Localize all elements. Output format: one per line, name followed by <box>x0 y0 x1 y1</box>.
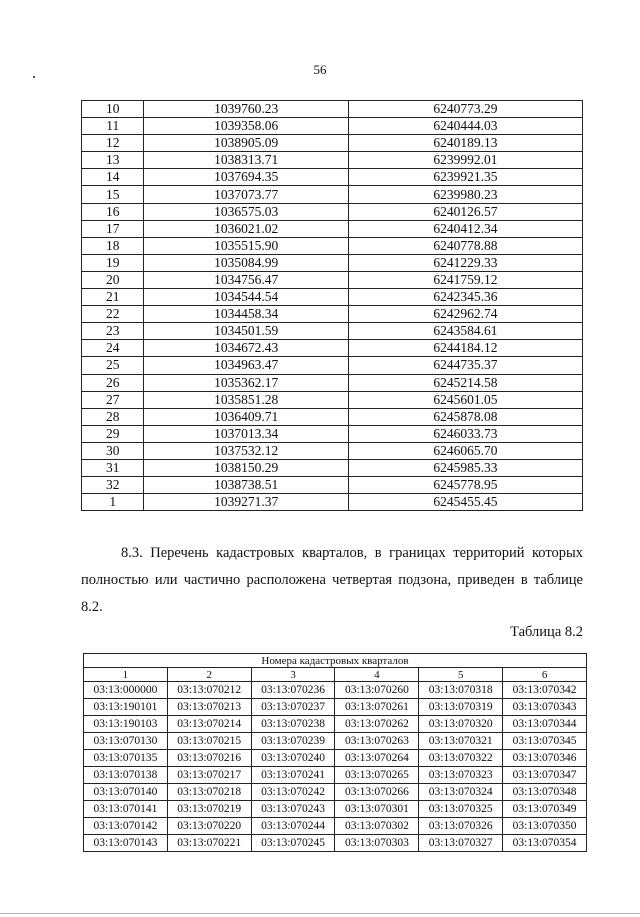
y-coordinate-cell: 6245878.08 <box>348 408 582 425</box>
y-coordinate-cell: 6245214.58 <box>348 374 582 391</box>
cadastral-quarter-cell: 03:13:070346 <box>503 750 587 767</box>
coordinate-row <box>82 186 583 203</box>
cadastral-quarter-cell: 03:13:070342 <box>503 682 587 699</box>
y-coordinate-cell: 6244184.12 <box>348 340 582 357</box>
x-coordinate-cell: 1034963.47 <box>144 357 348 374</box>
cadastral-table-body <box>84 682 587 852</box>
coordinate-row <box>82 391 583 408</box>
y-coordinate-cell: 6246033.73 <box>348 425 582 442</box>
cadastral-quarter-cell: 03:13:070301 <box>335 801 419 818</box>
y-coordinate-cell: 6245455.45 <box>348 494 582 511</box>
coordinate-row <box>82 340 583 357</box>
y-coordinate-cell: 6242962.74 <box>348 306 582 323</box>
table-caption: Таблица 8.2 <box>510 624 583 640</box>
point-number-cell: 10 <box>82 101 144 118</box>
point-number-cell: 14 <box>82 169 144 186</box>
cadastral-quarter-cell: 03:13:190101 <box>84 699 168 716</box>
coordinate-row <box>82 374 583 391</box>
cadastral-quarter-cell: 03:13:190103 <box>84 716 168 733</box>
cadastral-quarter-cell: 03:13:070302 <box>335 818 419 835</box>
y-coordinate-cell: 6241759.12 <box>348 271 582 288</box>
point-number-cell: 21 <box>82 289 144 306</box>
coordinate-row <box>82 323 583 340</box>
cadastral-quarter-cell: 03:13:070264 <box>335 750 419 767</box>
x-coordinate-cell: 1036575.03 <box>144 203 348 220</box>
x-coordinate-cell: 1038313.71 <box>144 152 348 169</box>
cadastral-title-row <box>84 654 587 668</box>
cadastral-quarter-cell: 03:13:070347 <box>503 767 587 784</box>
y-coordinate-cell: 6245778.95 <box>348 477 582 494</box>
cadastral-quarter-cell: 03:13:070220 <box>167 818 251 835</box>
cadastral-quarter-cell: 03:13:070318 <box>419 682 503 699</box>
coordinate-row <box>82 306 583 323</box>
point-number-cell: 18 <box>82 237 144 254</box>
x-coordinate-cell: 1037013.34 <box>144 425 348 442</box>
y-coordinate-cell: 6241229.33 <box>348 254 582 271</box>
cadastral-quarter-cell: 03:13:070217 <box>167 767 251 784</box>
cadastral-quarter-cell: 03:13:070130 <box>84 733 168 750</box>
point-number-cell: 29 <box>82 425 144 442</box>
y-coordinate-cell: 6245985.33 <box>348 459 582 476</box>
cadastral-quarter-cell: 03:13:070261 <box>335 699 419 716</box>
x-coordinate-cell: 1038905.09 <box>144 135 348 152</box>
coordinate-row <box>82 203 583 220</box>
x-coordinate-cell: 1038150.29 <box>144 459 348 476</box>
cadastral-quarter-cell: 03:13:070321 <box>419 733 503 750</box>
cadastral-row <box>84 682 587 699</box>
coordinate-row <box>82 118 583 135</box>
coordinate-row <box>82 459 583 476</box>
cadastral-quarter-cell: 03:13:070324 <box>419 784 503 801</box>
y-coordinate-cell: 6240778.88 <box>348 237 582 254</box>
cadastral-quarters-table <box>83 653 587 852</box>
x-coordinate-cell: 1039358.06 <box>144 118 348 135</box>
point-number-cell: 26 <box>82 374 144 391</box>
cadastral-row <box>84 818 587 835</box>
scan-speck <box>33 76 35 78</box>
cadastral-column-header: 6 <box>503 668 587 682</box>
coordinate-row <box>82 357 583 374</box>
cadastral-quarter-cell: 03:13:070212 <box>167 682 251 699</box>
cadastral-quarter-cell: 03:13:070319 <box>419 699 503 716</box>
x-coordinate-cell: 1034756.47 <box>144 271 348 288</box>
y-coordinate-cell: 6240773.29 <box>348 101 582 118</box>
cadastral-quarter-cell: 03:13:070239 <box>251 733 335 750</box>
x-coordinate-cell: 1036021.02 <box>144 220 348 237</box>
cadastral-row <box>84 767 587 784</box>
cadastral-quarter-cell: 03:13:070218 <box>167 784 251 801</box>
point-number-cell: 22 <box>82 306 144 323</box>
cadastral-quarter-cell: 03:13:070219 <box>167 801 251 818</box>
x-coordinate-cell: 1039271.37 <box>144 494 348 511</box>
cadastral-column-header: 2 <box>167 668 251 682</box>
y-coordinate-cell: 6242345.36 <box>348 289 582 306</box>
point-number-cell: 27 <box>82 391 144 408</box>
cadastral-quarter-cell: 03:13:070266 <box>335 784 419 801</box>
x-coordinate-cell: 1035084.99 <box>144 254 348 271</box>
coordinate-row <box>82 442 583 459</box>
x-coordinate-cell: 1037073.77 <box>144 186 348 203</box>
x-coordinate-cell: 1035515.90 <box>144 237 348 254</box>
coordinates-table-body <box>82 101 583 511</box>
cadastral-quarter-cell: 03:13:070350 <box>503 818 587 835</box>
cadastral-quarter-cell: 03:13:070238 <box>251 716 335 733</box>
cadastral-quarter-cell: 03:13:070344 <box>503 716 587 733</box>
x-coordinate-cell: 1034544.54 <box>144 289 348 306</box>
coordinate-row <box>82 135 583 152</box>
cadastral-quarter-cell: 03:13:070240 <box>251 750 335 767</box>
point-number-cell: 25 <box>82 357 144 374</box>
cadastral-quarter-cell: 03:13:070215 <box>167 733 251 750</box>
cadastral-quarter-cell: 03:13:000000 <box>84 682 168 699</box>
point-number-cell: 20 <box>82 271 144 288</box>
x-coordinate-cell: 1035362.17 <box>144 374 348 391</box>
cadastral-quarter-cell: 03:13:070237 <box>251 699 335 716</box>
coordinates-table <box>81 100 583 511</box>
y-coordinate-cell: 6245601.05 <box>348 391 582 408</box>
cadastral-quarter-cell: 03:13:070348 <box>503 784 587 801</box>
cadastral-row <box>84 801 587 818</box>
cadastral-quarter-cell: 03:13:070325 <box>419 801 503 818</box>
cadastral-quarter-cell: 03:13:070322 <box>419 750 503 767</box>
coordinate-row <box>82 152 583 169</box>
y-coordinate-cell: 6239980.23 <box>348 186 582 203</box>
y-coordinate-cell: 6239921.35 <box>348 169 582 186</box>
x-coordinate-cell: 1038738.51 <box>144 477 348 494</box>
cadastral-quarter-cell: 03:13:070143 <box>84 835 168 852</box>
cadastral-row <box>84 835 587 852</box>
coordinate-row <box>82 408 583 425</box>
coordinate-row <box>82 169 583 186</box>
coordinate-row <box>82 425 583 442</box>
x-coordinate-cell: 1035851.28 <box>144 391 348 408</box>
cadastral-quarter-cell: 03:13:070221 <box>167 835 251 852</box>
cadastral-quarter-cell: 03:13:070263 <box>335 733 419 750</box>
cadastral-quarter-cell: 03:13:070244 <box>251 818 335 835</box>
cadastral-row <box>84 750 587 767</box>
cadastral-column-header: 4 <box>335 668 419 682</box>
cadastral-quarter-cell: 03:13:070262 <box>335 716 419 733</box>
cadastral-column-header: 3 <box>251 668 335 682</box>
point-number-cell: 30 <box>82 442 144 459</box>
cadastral-quarter-cell: 03:13:070135 <box>84 750 168 767</box>
cadastral-quarter-cell: 03:13:070243 <box>251 801 335 818</box>
coordinate-row <box>82 254 583 271</box>
cadastral-row <box>84 733 587 750</box>
cadastral-quarter-cell: 03:13:070214 <box>167 716 251 733</box>
cadastral-quarter-cell: 03:13:070343 <box>503 699 587 716</box>
point-number-cell: 16 <box>82 203 144 220</box>
scan-edge <box>0 913 640 914</box>
coordinate-row <box>82 220 583 237</box>
coordinate-row <box>82 289 583 306</box>
cadastral-quarter-cell: 03:13:070303 <box>335 835 419 852</box>
point-number-cell: 17 <box>82 220 144 237</box>
coordinate-row <box>82 477 583 494</box>
y-coordinate-cell: 6244735.37 <box>348 357 582 374</box>
point-number-cell: 13 <box>82 152 144 169</box>
cadastral-quarter-cell: 03:13:070236 <box>251 682 335 699</box>
point-number-cell: 11 <box>82 118 144 135</box>
cadastral-row <box>84 699 587 716</box>
cadastral-table-title: Номера кадастровых кварталов <box>84 654 587 668</box>
point-number-cell: 31 <box>82 459 144 476</box>
cadastral-quarter-cell: 03:13:070213 <box>167 699 251 716</box>
cadastral-quarter-cell: 03:13:070323 <box>419 767 503 784</box>
y-coordinate-cell: 6246065.70 <box>348 442 582 459</box>
x-coordinate-cell: 1036409.71 <box>144 408 348 425</box>
point-number-cell: 1 <box>82 494 144 511</box>
x-coordinate-cell: 1037694.35 <box>144 169 348 186</box>
point-number-cell: 12 <box>82 135 144 152</box>
x-coordinate-cell: 1034501.59 <box>144 323 348 340</box>
cadastral-quarter-cell: 03:13:070260 <box>335 682 419 699</box>
cadastral-quarter-cell: 03:13:070241 <box>251 767 335 784</box>
cadastral-quarter-cell: 03:13:070242 <box>251 784 335 801</box>
cadastral-quarter-cell: 03:13:070245 <box>251 835 335 852</box>
cadastral-column-header-row <box>84 668 587 682</box>
coordinate-row <box>82 271 583 288</box>
point-number-cell: 24 <box>82 340 144 357</box>
x-coordinate-cell: 1039760.23 <box>144 101 348 118</box>
cadastral-quarter-cell: 03:13:070138 <box>84 767 168 784</box>
section-paragraph: 8.3. Перечень кадастровых кварталов, в границах территорий которых полностью или частично расположена четвертая подзона, приведен в таблице 8.2. <box>81 545 583 615</box>
cadastral-quarter-cell: 03:13:070265 <box>335 767 419 784</box>
point-number-cell: 19 <box>82 254 144 271</box>
cadastral-column-header: 5 <box>419 668 503 682</box>
coordinate-row <box>82 237 583 254</box>
cadastral-quarter-cell: 03:13:070327 <box>419 835 503 852</box>
y-coordinate-cell: 6240126.57 <box>348 203 582 220</box>
x-coordinate-cell: 1034458.34 <box>144 306 348 323</box>
cadastral-column-header: 1 <box>84 668 168 682</box>
cadastral-row <box>84 784 587 801</box>
page-number: 56 <box>313 62 327 77</box>
point-number-cell: 23 <box>82 323 144 340</box>
cadastral-quarter-cell: 03:13:070216 <box>167 750 251 767</box>
y-coordinate-cell: 6240412.34 <box>348 220 582 237</box>
y-coordinate-cell: 6240189.13 <box>348 135 582 152</box>
coordinate-row <box>82 101 583 118</box>
y-coordinate-cell: 6243584.61 <box>348 323 582 340</box>
x-coordinate-cell: 1034672.43 <box>144 340 348 357</box>
cadastral-quarter-cell: 03:13:070320 <box>419 716 503 733</box>
cadastral-quarter-cell: 03:13:070349 <box>503 801 587 818</box>
point-number-cell: 15 <box>82 186 144 203</box>
cadastral-quarter-cell: 03:13:070326 <box>419 818 503 835</box>
point-number-cell: 28 <box>82 408 144 425</box>
point-number-cell: 32 <box>82 477 144 494</box>
cadastral-quarter-cell: 03:13:070354 <box>503 835 587 852</box>
cadastral-quarter-cell: 03:13:070345 <box>503 733 587 750</box>
cadastral-quarter-cell: 03:13:070142 <box>84 818 168 835</box>
coordinate-row <box>82 494 583 511</box>
y-coordinate-cell: 6240444.03 <box>348 118 582 135</box>
x-coordinate-cell: 1037532.12 <box>144 442 348 459</box>
cadastral-quarter-cell: 03:13:070140 <box>84 784 168 801</box>
cadastral-quarter-cell: 03:13:070141 <box>84 801 168 818</box>
cadastral-row <box>84 716 587 733</box>
y-coordinate-cell: 6239992.01 <box>348 152 582 169</box>
